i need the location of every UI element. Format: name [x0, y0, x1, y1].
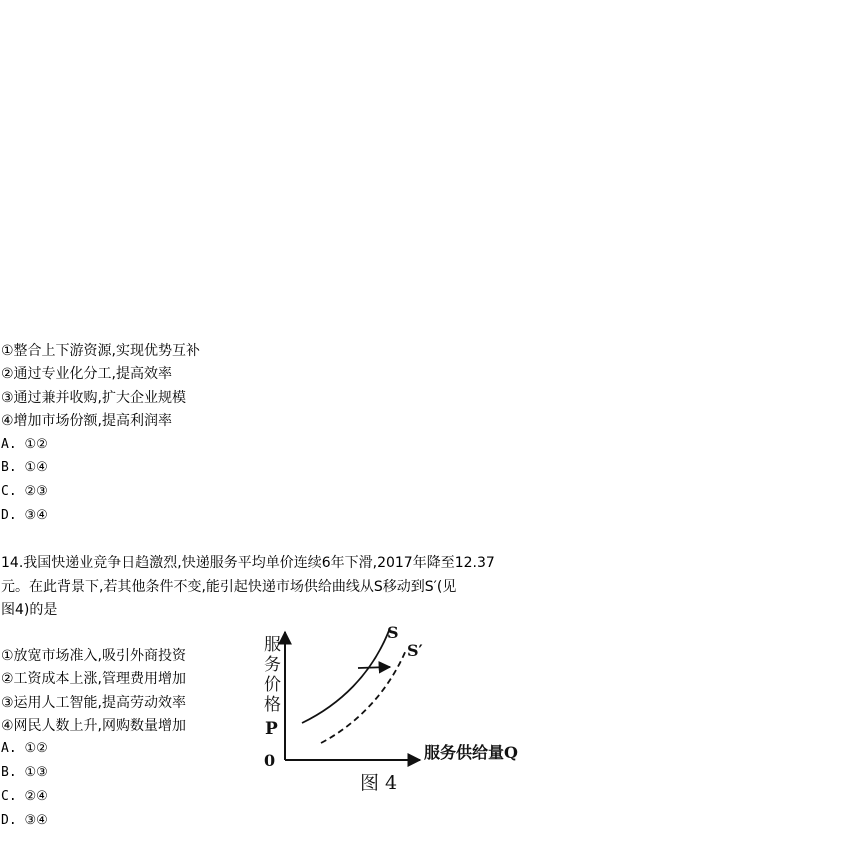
origin-label: 0 — [264, 751, 276, 770]
y-axis-label-char: 服 — [264, 635, 281, 655]
figure-caption: 图 4 — [360, 772, 398, 794]
q14-option-1: ①放宽市场准入,吸引外商投资 — [1, 648, 187, 664]
q13-choice-d: D. ③④ — [1, 508, 48, 523]
q13-option-4: ④增加市场份额,提高利润率 — [1, 413, 173, 429]
supply-curve-s-prime — [321, 650, 406, 743]
q13-choice-a: A. ①② — [1, 437, 48, 452]
q13-option-3: ③通过兼并收购,扩大企业规模 — [1, 390, 187, 406]
supply-curve-s — [302, 628, 390, 723]
q14-option-4: ④网民人数上升,网购数量增加 — [1, 718, 187, 734]
q14-stem-line-1: 14.我国快递业竞争日趋激烈,快递服务平均单价连续6年下滑,2017年降至12.37 — [1, 555, 495, 571]
q14-stem-line-2: 元。在此背景下,若其他条件不变,能引起快递市场供给曲线从S移动到S′(见 — [1, 579, 457, 595]
q13-choice-b: B. ①④ — [1, 460, 48, 475]
y-axis-label-char: 务 — [264, 655, 281, 675]
q14-choice-d: D. ③④ — [1, 813, 48, 828]
q14-option-2: ②工资成本上涨,管理费用增加 — [1, 671, 187, 687]
q14-choice-b: B. ①③ — [1, 765, 48, 780]
q14-stem-line-3: 图4)的是 — [1, 602, 58, 618]
curve-s-label: S — [387, 623, 399, 642]
y-axis-label-char: 格 — [264, 695, 281, 715]
q13-option-2: ②通过专业化分工,提高效率 — [1, 366, 173, 382]
q13-choice-c: C. ②③ — [1, 484, 48, 499]
curve-s-prime-label: S′ — [407, 641, 423, 660]
q14-choice-a: A. ①② — [1, 741, 48, 756]
y-axis-label-char: 价 — [264, 675, 281, 695]
q14-option-3: ③运用人工智能,提高劳动效率 — [1, 695, 187, 711]
q13-option-1: ①整合上下游资源,实现优势互补 — [1, 343, 201, 359]
q14-choice-c: C. ②④ — [1, 789, 48, 804]
supply-curve-figure — [254, 620, 544, 800]
y-axis-label-char: P — [265, 719, 278, 739]
x-axis-label: 服务供给量Q — [424, 743, 518, 762]
shift-arrow — [358, 667, 390, 668]
